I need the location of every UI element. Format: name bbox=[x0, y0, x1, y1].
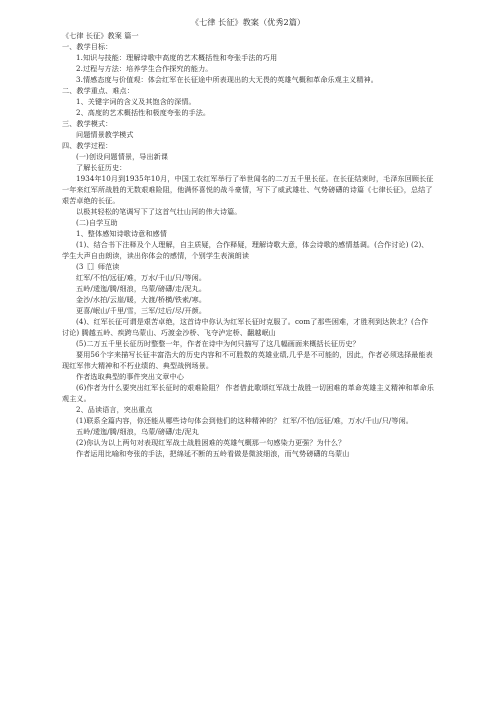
paragraph: 1、关键字词的含义及其饱含的深情。 bbox=[76, 97, 196, 106]
poem-line: 金沙/水拍/云崖/暖，大渡/桥横/铁索/寒。 bbox=[76, 295, 207, 304]
heading-key-points: 二、教学重点、难点： bbox=[62, 86, 134, 95]
paragraph: (5)二万五千里长征历时整整一年，作者在诗中为何只描写了这几幅画面来概括长征历史？ bbox=[76, 339, 360, 348]
paragraph: 3.情感态度与价值观：体会红军在长征途中所表现出的大无畏的英雄气概和革命乐观主义精神。 bbox=[76, 75, 378, 84]
poem-line: 更喜/岷山/千里/雪，三军/过后/尽/开颜。 bbox=[76, 306, 207, 315]
paragraph: (4)、红军长征可谓是艰苦卓绝，这首诗中你认为红军长征时克服了。com了那些困难，才胜利到达陕北？(合作讨论) 腾越五岭、疾跨乌蒙山、巧渡金沙桥、飞夺泸定桥、翻越岷山 bbox=[62, 317, 429, 337]
document-title: 《七律 长征》教案（优秀2篇） bbox=[190, 17, 306, 27]
paragraph: 1、整体感知诗歌诗意和感情 bbox=[76, 229, 167, 238]
paragraph: 作者选取典型的事件突出文章中心 bbox=[76, 372, 184, 381]
paragraph: (一)创设问题情景，导出新课 bbox=[76, 152, 169, 161]
paragraph: (2)你认为以上两句对表现红军战士战胜困难的英雄气概那一句感染力更强？为什么？ bbox=[76, 438, 346, 447]
paragraph: 了解长征历史： bbox=[76, 163, 127, 172]
paragraph: 要用56个字来描写长征丰富浩大的历史内容和不可胜数的英雄业绩,几乎是不可能的，因此，作者必须选择最能表现红军伟大精神和不朽业绩的、典型战例场景。 bbox=[62, 350, 433, 370]
paragraph: (1)、结合书下注释及个人理解，自主质疑，合作释疑，理解诗歌大意，体会诗歌的感情基调。(合作讨论) (2)、学生大声自由朗读，读出你体会的感情，个别学生表演朗读 bbox=[62, 240, 429, 260]
heading-objectives: 一、教学目标： bbox=[62, 42, 113, 51]
document-body bbox=[62, 30, 434, 459]
paragraph: 2.过程与方法：培养学生合作探究的能力。 bbox=[76, 64, 213, 73]
paragraph: 2、品读语言，突出重点 bbox=[76, 405, 153, 414]
paragraph: 作者运用比喻和夸张的手法，把绵延不断的五岭看做是微波细浪，而气势磅礴的乌蒙山 bbox=[76, 449, 350, 458]
poem-line: 五岭/逶迤/腾/细浪，乌蒙/磅礴/走/泥丸。 bbox=[76, 284, 207, 293]
paragraph: (3〖〗师范读 bbox=[76, 262, 120, 271]
section-title: 《七律 长征》教案 篇一 bbox=[62, 31, 139, 40]
heading-mode: 三、教学模式： bbox=[62, 119, 113, 128]
paragraph: 问题情景教学模式 bbox=[76, 130, 134, 139]
paragraph: (6)作者为什么要突出红军长征时的艰难险阻？ 作者借此歌颂红军战士战胜一切困难的革命英雄主义精神和革命乐观主义。 bbox=[62, 383, 434, 403]
paragraph: 以极其轻松的笔调写下了这首气壮山河的伟大诗篇。 bbox=[76, 207, 242, 216]
poem-line: 红军/不怕/远征/难，万水/千山/只/等闲。 bbox=[76, 273, 207, 282]
paragraph: (二)自学互助 bbox=[76, 218, 118, 227]
paragraph: 2、高度的艺术概括性和极度夸张的手法。 bbox=[76, 108, 211, 117]
paragraph: 1.知识与技能：理解诗歌中高度的艺术概括性和夸张手法的巧用 bbox=[76, 53, 278, 62]
paragraph: (1)联系全篇内容，你还能从哪些诗句体会到他们的这种精神的？ 红军/不怕/远征/难，万水/千山/只/等闲。 bbox=[76, 416, 413, 425]
paragraph: 1934年10月到1935年10月，中国工农红军举行了举世闻名的二万五千里长征。在长征结束时，毛泽东回顾长征一年来红军所战胜的无数艰难险阻，他满怀喜悦的战斗豪情，写下了威武雄壮、气势磅礴的诗篇《七律长征》，总结了艰苦卓绝的长征。 bbox=[62, 174, 434, 205]
poem-line: 五岭/逶迤/腾/细浪，乌蒙/磅礴/走/泥丸 bbox=[76, 427, 199, 436]
heading-process: 四、教学过程： bbox=[62, 141, 113, 150]
